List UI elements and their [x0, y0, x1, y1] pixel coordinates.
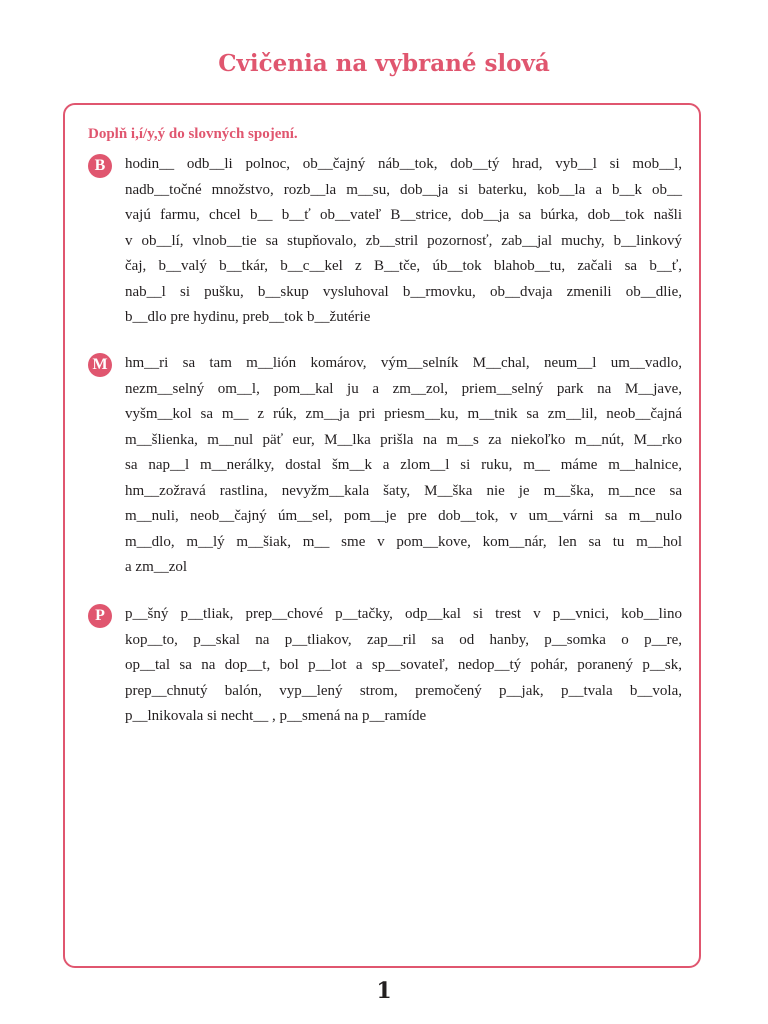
exercise-line: v ob__lí, vlnob__tie sa stupňovalo, zb__stril pozornosť, zab__jal muchy, b__linkový [125, 232, 682, 249]
letter-badge-b: B [88, 154, 112, 178]
page-number: 1 [376, 978, 392, 1004]
exercise-line: p__lnikovala si necht__ , p__smená na p__ramíde [125, 708, 427, 724]
exercise-line: nezm__selný om__l, pom__kal ju a zm__zol, priem__selný park na M__jave, [125, 380, 682, 397]
exercise-line: hodin__ odb__li polnoc, ob__čajný náb__tok, dob__tý hrad, vyb__l si mob__l, [125, 156, 682, 172]
exercise-line: nab__l si pušku, b__skup vysluhoval b__rmovku, ob__dvaja zmenili ob__dlie, [125, 283, 682, 300]
exercise-line: m__nuli, neob__čajný úm__sel, pom__je pre dob__tok, v um__várni sa m__nulo [125, 508, 682, 524]
exercise-line: vyšm__kol sa m__ z rúk, zm__ja pri priesm__ku, m__tnik sa zm__lil, neob__čajná [125, 406, 682, 422]
section-p [88, 602, 682, 730]
section-m [88, 351, 682, 581]
exercise-line: čaj, b__valý b__tkár, b__c__kel z B__tče, úb__tok blahob__tu, začali sa b__ť, [125, 258, 682, 274]
exercise-lines-b [125, 152, 682, 331]
exercise-line: b__dlo pre hydinu, preb__tok b__žutérie [125, 309, 371, 325]
exercise-line: m__dlo, m__lý m__šiak, m__ sme v pom__kove, kom__nár, len sa tu m__hol [125, 533, 682, 550]
exercise-line: prep__chnutý balón, vyp__lený strom, premočený p__jak, p__tvala b__vola, [125, 682, 682, 699]
exercise-line: sa nap__l m__nerálky, dostal šm__k a zlom__l si ruku, m__ máme m__halnice, [125, 457, 682, 473]
exercise-instruction: Doplň i,í/y,ý do slovných spojení. [88, 126, 298, 142]
page-title: Cvičenia na vybrané slová [218, 50, 550, 77]
exercise-lines-m [125, 351, 682, 581]
exercise-line: vajú farmu, chcel b__ b__ť ob__vateľ B__strice, dob__ja sa búrka, dob__tok našli [125, 207, 682, 223]
letter-badge-p: P [88, 604, 112, 628]
exercise-lines-p [125, 602, 682, 730]
exercise-line: a zm__zol [125, 559, 188, 575]
exercise-line: nadb__točné množstvo, rozb__la m__su, dob__ja si baterku, kob__la a b__k ob__ [125, 181, 682, 198]
exercise-line: kop__to, p__skal na p__tliakov, zap__ril sa od hanby, p__somka o p__re, [125, 631, 682, 648]
exercise-line: hm__ri sa tam m__lión komárov, vým__selník M__chal, neum__l um__vadlo, [125, 355, 682, 371]
exercise-line: p__šný p__tliak, prep__chové p__tačky, odp__kal si trest v p__vnici, kob__lino [125, 606, 682, 622]
exercise-line: m__šlienka, m__nul päť eur, M__lka prišla na m__s za niekoľko m__nút, M__rko [125, 431, 682, 448]
exercise-line: hm__zožravá rastlina, nevyžm__kala šaty, M__ška nie je m__ška, m__nce sa [125, 482, 682, 499]
section-b [88, 152, 682, 331]
letter-badge-m: M [88, 353, 112, 377]
exercise-line: op__tal sa na dop__t, bol p__lot a sp__sovateľ, nedop__tý pohár, poranený p__sk, [125, 657, 682, 673]
